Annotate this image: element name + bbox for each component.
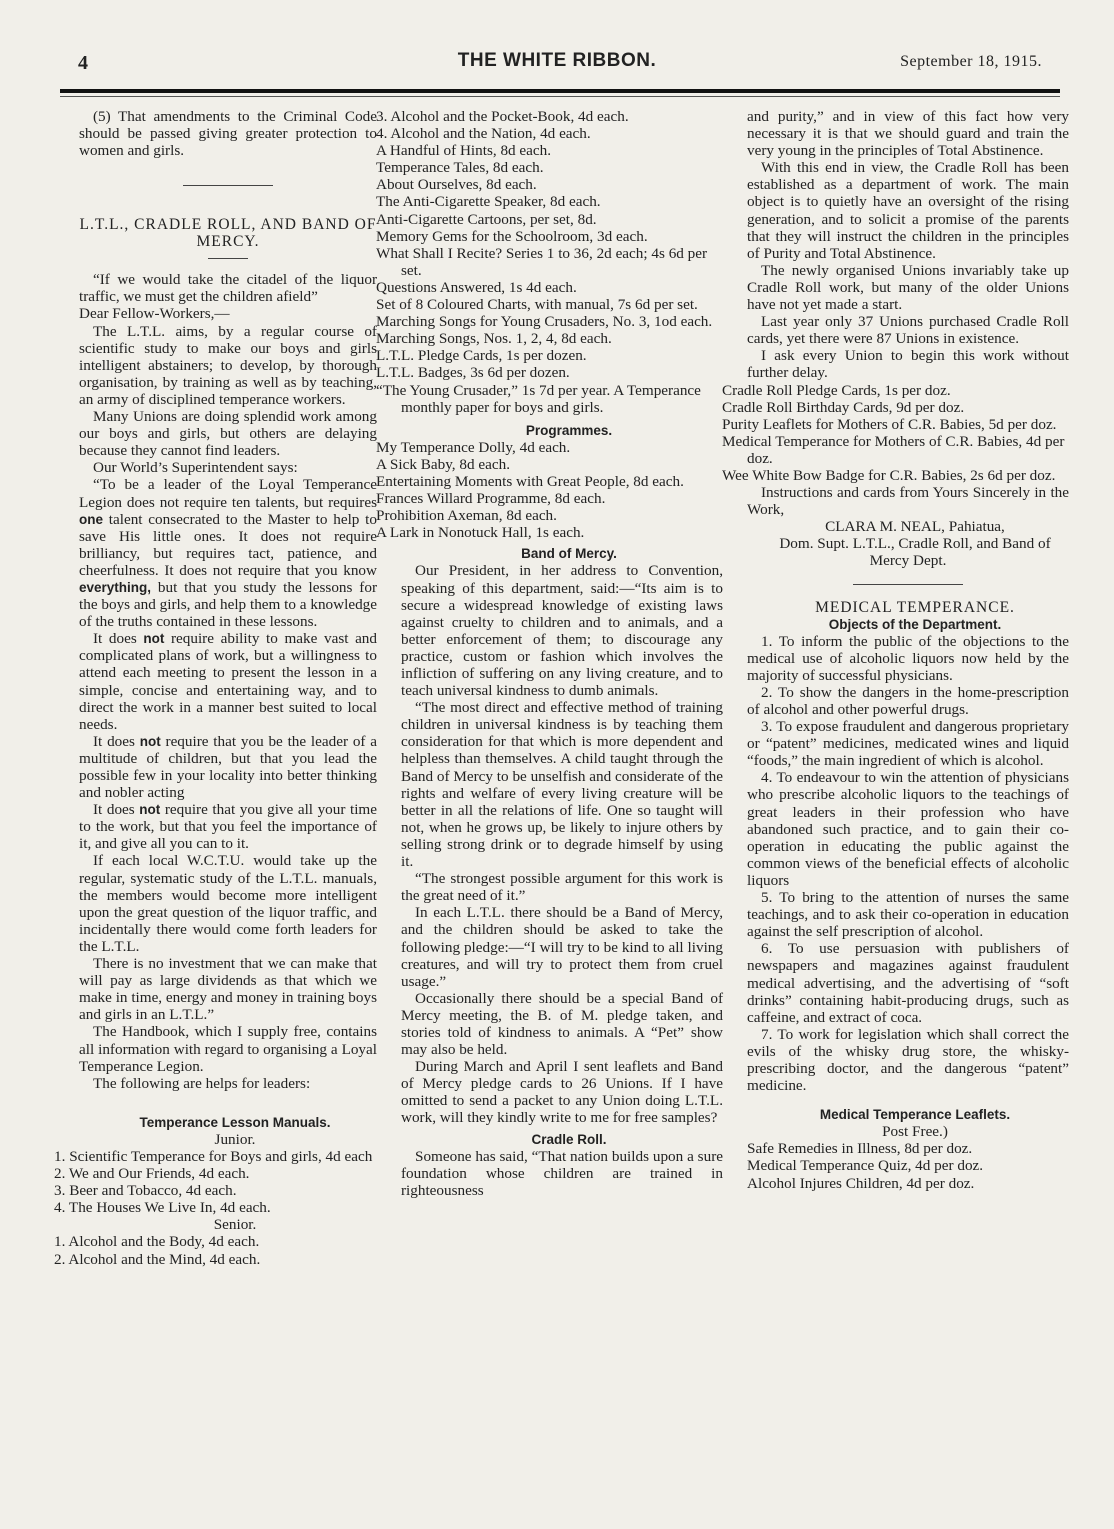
post-free-note: Post Free.) <box>882 1123 948 1141</box>
paragraph: I ask every Union to begin this work without further delay. <box>747 347 1069 382</box>
list-item: 2. We and Our Friends, 4d each. <box>54 1165 250 1183</box>
list-item: Set of 8 Coloured Charts, with manual, 7s 6d per set. <box>376 296 698 314</box>
programmes-heading: Programmes. <box>525 422 613 438</box>
list-item: Frances Willard Programme, 8d each. <box>376 490 606 508</box>
divider <box>853 584 963 585</box>
text: require ability to make vast and complicated plans of work, but a willingness to attend each meeting to present the lesson in a simple, concise and entertaining way, and to direct the work in a manner best suited to local needs. <box>79 630 377 733</box>
paragraph: 7. To work for legislation which shall correct the evils of the whisky drug store, the whisky-prescribing doctor, and the dangerous “patent” medicine. <box>747 1025 1069 1095</box>
medical-temperance-title: MEDICAL TEMPERANCE. <box>815 598 1015 616</box>
list-item: 1. Scientific Temperance for Boys and girls, 4d each <box>54 1147 373 1165</box>
list-item: L.T.L. Badges, 3s 6d per dozen. <box>376 364 570 382</box>
emphasis: not <box>139 733 161 749</box>
list-item: A Sick Baby, 8d each. <box>376 455 510 473</box>
paragraph: 1. To inform the public of the objections to the medical use of alcoholic liquors now held by the majority of successful physicians. <box>747 632 1069 684</box>
list-item: 3. Alcohol and the Pocket-Book, 4d each. <box>376 108 629 125</box>
header-rule-thick <box>60 89 1060 93</box>
emphasis: not <box>139 802 161 818</box>
paragraph: The L.T.L. aims, by a regular course of scientific study to make our boys and girls intelligent abstainers; to develop, by thorough organisation, by training as well as by teaching, an army of disciplined temperance workers. <box>79 322 377 408</box>
list-item: Marching Songs for Young Crusaders, No. 3, 1od each. <box>376 313 713 331</box>
column-1 <box>54 108 378 1268</box>
paragraph: There is no investment that we can make that will pay as large dividends as that which we make in time, energy and money in training boys and girls in an L.T.L.” <box>79 955 377 1024</box>
band-of-mercy-heading: Band of Mercy. <box>521 546 617 562</box>
column-3 <box>722 108 1069 1192</box>
paragraph: The following are helps for leaders: <box>93 1074 311 1092</box>
section-title: L.T.L., CRADLE ROLL, AND BAND OF MERCY. <box>79 216 377 251</box>
paragraph: Many Unions are doing splendid work among our boys and girls, but others are delaying because they cannot find leaders. <box>79 408 377 460</box>
manuals-heading: Temperance Lesson Manuals. <box>139 1114 331 1130</box>
list-item: 2. Alcohol and the Mind, 4d each. <box>54 1250 261 1268</box>
list-item: Questions Answered, 1s 4d each. <box>376 278 577 296</box>
list-item: 3. Beer and Tobacco, 4d each. <box>54 1182 237 1200</box>
issue-date: September 18, 1915. <box>900 53 1042 70</box>
divider <box>208 258 248 259</box>
text: “To be a leader of the Loyal Temperance Legion does not require ten talents, but requires <box>79 476 377 511</box>
paragraph: The newly organised Unions invariably take up Cradle Roll work, but many of the older Unions have not yet made a start. <box>747 261 1069 314</box>
list-item: A Lark in Nonotuck Hall, 1s each. <box>376 524 585 542</box>
text: It does <box>93 801 140 819</box>
list-item: Medical Temperance for Mothers of C.R. Babies, 4d per doz. <box>722 432 1065 467</box>
paragraph: Occasionally there should be a special Band of Mercy meeting, the B. of M. pledge taken, and stories told of kindness to animals. A “Pet” show may also be held. <box>401 989 723 1059</box>
page-number: 4 <box>78 52 88 74</box>
epigraph: “If we would take the citadel of the liquor traffic, we must get the children afield” <box>79 271 377 306</box>
list-item: 4. Alcohol and the Nation, 4d each. <box>376 125 591 143</box>
column-2 <box>376 108 723 1199</box>
paragraph: “The strongest possible argument for this work is the great need of it.” <box>401 870 723 905</box>
signature-title: Dom. Supt. L.T.L., Cradle Roll, and Band of Mercy Dept. <box>779 535 1051 570</box>
paragraph: Instructions and cards from Yours Sincerely in the Work, <box>747 484 1069 519</box>
paragraph: Last year only 37 Unions purchased Cradle Roll cards, yet there were 87 Unions in existence. <box>747 313 1069 348</box>
list-item: My Temperance Dolly, 4d each. <box>376 438 571 456</box>
leaflets-heading: Medical Temperance Leaflets. <box>819 1107 1011 1123</box>
paragraph: Our World’s Superintendent says: <box>93 459 298 477</box>
list-item: Safe Remedies in Illness, 8d per doz. <box>747 1140 973 1158</box>
paragraph: 5. To bring to the attention of nurses the same teachings, and to ask their co-operation in education against the self prescription of alcohol. <box>747 889 1069 941</box>
paragraph: 2. To show the dangers in the home-prescription of alcohol and other powerful drugs. <box>747 683 1069 718</box>
paragraph: The Handbook, which I supply free, contains all information with regard to organising a Loyal Temperance Legion. <box>79 1023 377 1075</box>
list-item: L.T.L. Pledge Cards, 1s per dozen. <box>376 347 587 365</box>
paragraph: 6. To use persuasion with publishers of newspapers and magazines against fraudulent medical advertising, and the advertising of “soft drinks” containing habit-producing drugs, such as caffeine, and extract of coca. <box>747 940 1069 1026</box>
list-item: Purity Leaflets for Mothers of C.R. Babies, 5d per doz. <box>722 415 1057 433</box>
header-rule-thin <box>60 96 1060 97</box>
paragraph: 3. To expose fraudulent and dangerous proprietary or “patent” medicines, medicated wines and liquid “foods,” the main ingredient of which is alcohol. <box>747 718 1069 770</box>
paragraph: “The most direct and effective method of training children in universal kindness is by teaching them consideration for that which is more dependent and helpless than themselves. A child taught through the Band of Mercy to be unselfish and considerate of the rights and welfare of every living creature will be better in all the relations of life. One so taught will not, when he grows up, be likely to injure others by selling strong drink or to degrade himself by using it. <box>401 699 723 871</box>
list-item: What Shall I Recite? Series 1 to 36, 2d each; 4s 6d per set. <box>376 244 708 279</box>
list-item: Wee White Bow Badge for C.R. Babies, 2s 6d per doz. <box>722 466 1056 484</box>
list-item: About Ourselves, 8d each. <box>376 176 537 194</box>
junior-label: Junior. <box>214 1130 256 1148</box>
list-item: Medical Temperance Quiz, 4d per doz. <box>747 1157 984 1175</box>
list-item: A Handful of Hints, 8d each. <box>376 142 552 160</box>
signature-name: CLARA M. NEAL, Pahiatua, <box>825 518 1005 536</box>
paragraph: 4. To endeavour to win the attention of physicians who prescribe alcoholic liquors to the teachings of great leaders in their profession who have abandoned such practice, and to gain their co-operation in educating the public against the common views of the beneficial effects of alcoholic liquors <box>747 769 1069 889</box>
amendment-paragraph: (5) That amendments to the Criminal Code should be passed giving greater protection to women and girls. <box>79 108 377 160</box>
emphasis: one <box>79 511 104 527</box>
emphasis: not <box>143 631 165 647</box>
text: It does <box>93 630 144 648</box>
paragraph: In each L.T.L. there should be a Band of Mercy, and the children should be asked to take the following pledge:—“I will try to be kind to all living creatures, and will try to protect them from cruel usage.” <box>401 904 723 990</box>
salutation: Dear Fellow-Workers,— <box>79 305 230 323</box>
masthead-title: THE WHITE RIBBON. <box>457 50 657 71</box>
senior-label: Senior. <box>213 1216 257 1234</box>
list-item: Prohibition Axeman, 8d each. <box>376 507 557 525</box>
list-item: Cradle Roll Birthday Cards, 9d per doz. <box>722 398 965 416</box>
divider <box>183 185 273 186</box>
paragraph <box>79 630 377 733</box>
paragraph <box>79 476 377 630</box>
paragraph: and purity,” and in view of this fact how very necessary it is that we should guard and train the very young in the principles of Total Abstinence. <box>747 108 1069 160</box>
list-item: 1. Alcohol and the Body, 4d each. <box>54 1233 260 1251</box>
paragraph: During March and April I sent leaflets and Band of Mercy pledge cards to 26 Unions. If I have omitted to send a packet to any Union doing L.T.L. work, will they kindly write to me for free samples? <box>401 1058 723 1127</box>
paragraph: If each local W.C.T.U. would take up the regular, systematic study of the L.T.L. manuals, the members would become more intelligent upon the great question of the liquor traffic, and incidentally there would come forth leaders for the L.T.L. <box>79 852 377 955</box>
list-item: Marching Songs, Nos. 1, 2, 4, 8d each. <box>376 330 612 348</box>
text: require that you be the leader of a multitude of children, but that you lead the possible few in your locality into better thinking and nobler acting <box>79 732 378 802</box>
text: talent consecrated to the Master to help to save His little ones. It does not require brilliancy, but requires tact, patience, and cheerfulness. It does not require that you know <box>79 510 377 579</box>
list-item: Cradle Roll Pledge Cards, 1s per doz. <box>722 381 951 399</box>
list-item: Entertaining Moments with Great People, 8d each. <box>376 472 684 490</box>
text: but that you study the lessons for the boys and girls, and help them to a knowledge of the truths contained in these lessons. <box>79 578 377 631</box>
paragraph: With this end in view, the Cradle Roll has been established as a department of work. The main object is to quietly have an oversight of the rising generation, and to solicit a promise of the parents that they will instruct the children in the principles of Purity and Total Abstinence. <box>747 159 1069 262</box>
list-item: 4. The Houses We Live In, 4d each. <box>54 1199 271 1217</box>
list-item: Memory Gems for the Schoolroom, 3d each. <box>376 227 648 245</box>
text: It does <box>93 732 140 750</box>
paragraph: Someone has said, “That nation builds upon a sure foundation whose children are trained in righteousness <box>401 1147 723 1199</box>
paragraph <box>79 801 377 852</box>
list-item: Alcohol Injures Children, 4d per doz. <box>747 1174 975 1192</box>
list-item: The Anti-Cigarette Speaker, 8d each. <box>376 193 601 211</box>
objects-heading: Objects of the Department. <box>828 616 1002 632</box>
list-item: Anti-Cigarette Cartoons, per set, 8d. <box>376 210 597 228</box>
cradle-roll-heading: Cradle Roll. <box>531 1131 607 1147</box>
paragraph: Our President, in her address to Convention, speaking of this department, said:—“Its aim is to secure a widespread knowledge of existing laws against cruelty to children and to animals, and a better enforcement of them; to discourage any practice, custom or fashion which involves the infliction of suffering on any living creature, and to teach universal kindness to dumb animals. <box>401 562 723 700</box>
list-item: “The Young Crusader,” 1s 7d per year. A Temperance monthly paper for boys and girls. <box>376 381 701 416</box>
text: require that you give all your time to the work, but that you feel the importance of it, and give all you can to it. <box>79 801 377 853</box>
emphasis: everything, <box>79 579 152 595</box>
paragraph <box>79 733 377 801</box>
list-item: Temperance Tales, 8d each. <box>376 159 544 177</box>
